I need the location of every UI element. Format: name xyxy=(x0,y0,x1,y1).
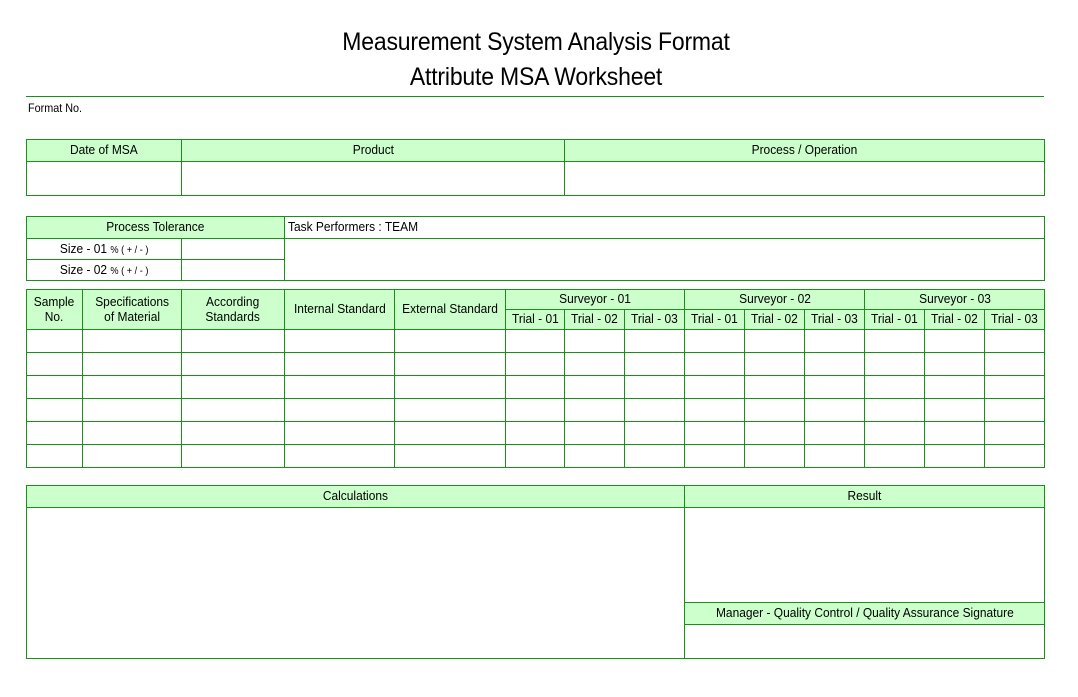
table-cell[interactable] xyxy=(285,353,395,376)
table-cell[interactable] xyxy=(925,353,985,376)
measurement-rows xyxy=(27,330,1045,468)
table-cell[interactable] xyxy=(83,330,182,353)
table-cell[interactable] xyxy=(27,353,83,376)
table-cell[interactable] xyxy=(625,353,685,376)
table-cell[interactable] xyxy=(985,445,1045,468)
title-line-2: Attribute MSA Worksheet xyxy=(409,63,663,91)
table-cell[interactable] xyxy=(625,445,685,468)
table-cell[interactable] xyxy=(985,376,1045,399)
table-cell[interactable] xyxy=(685,422,745,445)
table-cell[interactable] xyxy=(865,445,925,468)
measurement-table xyxy=(26,289,1045,468)
sample-no-header: Sample No. xyxy=(27,290,83,330)
table-cell[interactable] xyxy=(625,330,685,353)
table-cell[interactable] xyxy=(506,399,565,422)
table-cell[interactable] xyxy=(745,422,805,445)
trial-header: Trial - 01 xyxy=(506,310,565,330)
product-header: Product xyxy=(182,140,565,162)
calculations-table xyxy=(26,485,1045,659)
table-cell[interactable] xyxy=(865,353,925,376)
table-cell[interactable] xyxy=(745,376,805,399)
result-field[interactable] xyxy=(685,508,1045,603)
table-cell[interactable] xyxy=(685,445,745,468)
table-cell[interactable] xyxy=(985,422,1045,445)
table-cell[interactable] xyxy=(565,376,625,399)
date-of-msa-header: Date of MSA xyxy=(27,140,182,162)
table-cell[interactable] xyxy=(925,445,985,468)
trial-header: Trial - 02 xyxy=(925,310,985,330)
table-cell[interactable] xyxy=(805,445,865,468)
table-cell[interactable] xyxy=(182,399,285,422)
trial-header: Trial - 02 xyxy=(565,310,625,330)
table-cell[interactable] xyxy=(506,353,565,376)
size-01-label: Size - 01 % ( + / - ) xyxy=(27,239,182,260)
table-cell[interactable] xyxy=(83,399,182,422)
table-cell[interactable] xyxy=(985,353,1045,376)
table-cell[interactable] xyxy=(565,399,625,422)
table-cell[interactable] xyxy=(685,399,745,422)
trial-header: Trial - 03 xyxy=(625,310,685,330)
table-row xyxy=(27,330,1045,353)
table-cell[interactable] xyxy=(285,376,395,399)
table-cell[interactable] xyxy=(83,422,182,445)
table-cell[interactable] xyxy=(985,399,1045,422)
table-cell[interactable] xyxy=(27,445,83,468)
table-cell[interactable] xyxy=(805,422,865,445)
table-cell[interactable] xyxy=(83,353,182,376)
task-performers-field[interactable] xyxy=(285,239,1045,281)
format-no-label: Format No. xyxy=(28,101,83,115)
task-performers-label: Task Performers : TEAM xyxy=(285,217,1045,239)
table-cell[interactable] xyxy=(27,399,83,422)
table-cell[interactable] xyxy=(27,330,83,353)
table-cell[interactable] xyxy=(565,422,625,445)
surveyor-01-header: Surveyor - 01 xyxy=(506,290,685,310)
table-row xyxy=(27,399,1045,422)
table-cell[interactable] xyxy=(745,399,805,422)
size-02-field[interactable] xyxy=(182,260,285,281)
result-header: Result xyxy=(685,486,1045,508)
table-cell[interactable] xyxy=(395,353,506,376)
internal-standard-header: Internal Standard xyxy=(285,290,395,330)
table-row xyxy=(27,353,1045,376)
table-cell[interactable] xyxy=(83,445,182,468)
table-cell[interactable] xyxy=(565,445,625,468)
tolerance-table xyxy=(26,216,1045,281)
table-cell[interactable] xyxy=(865,399,925,422)
table-cell[interactable] xyxy=(805,330,865,353)
table-cell[interactable] xyxy=(565,330,625,353)
table-cell[interactable] xyxy=(745,330,805,353)
table-cell[interactable] xyxy=(182,422,285,445)
trial-header: Trial - 03 xyxy=(805,310,865,330)
table-cell[interactable] xyxy=(805,376,865,399)
table-cell[interactable] xyxy=(395,399,506,422)
signature-header: Manager - Quality Control / Quality Assurance Signature xyxy=(685,603,1045,625)
table-cell[interactable] xyxy=(506,445,565,468)
table-cell[interactable] xyxy=(27,422,83,445)
calculations-header: Calculations xyxy=(27,486,685,508)
surveyor-02-header: Surveyor - 02 xyxy=(685,290,865,310)
table-cell[interactable] xyxy=(182,445,285,468)
table-cell[interactable] xyxy=(395,376,506,399)
table-cell[interactable] xyxy=(805,399,865,422)
table-cell[interactable] xyxy=(83,376,182,399)
table-cell[interactable] xyxy=(285,445,395,468)
table-cell[interactable] xyxy=(925,422,985,445)
table-cell[interactable] xyxy=(985,330,1045,353)
table-cell[interactable] xyxy=(285,399,395,422)
table-cell[interactable] xyxy=(395,422,506,445)
table-cell[interactable] xyxy=(182,376,285,399)
surveyor-03-header: Surveyor - 03 xyxy=(865,290,1045,310)
table-cell[interactable] xyxy=(745,445,805,468)
table-cell[interactable] xyxy=(395,445,506,468)
table-row xyxy=(27,422,1045,445)
table-cell[interactable] xyxy=(565,353,625,376)
table-cell[interactable] xyxy=(865,422,925,445)
trial-header: Trial - 03 xyxy=(985,310,1045,330)
info-table xyxy=(26,139,1045,196)
process-operation-field[interactable] xyxy=(565,162,1045,196)
trial-header: Trial - 02 xyxy=(745,310,805,330)
process-operation-header: Process / Operation xyxy=(565,140,1045,162)
table-cell[interactable] xyxy=(925,376,985,399)
table-cell[interactable] xyxy=(182,353,285,376)
table-cell[interactable] xyxy=(925,399,985,422)
signature-field[interactable] xyxy=(685,625,1045,659)
calculations-field[interactable] xyxy=(27,508,685,659)
according-standards-header: According Standards xyxy=(182,290,285,330)
title-divider xyxy=(26,96,1044,97)
table-cell[interactable] xyxy=(865,376,925,399)
specifications-header: Specifications of Material xyxy=(83,290,182,330)
trial-header: Trial - 01 xyxy=(865,310,925,330)
external-standard-header: External Standard xyxy=(395,290,506,330)
size-02-label: Size - 02 % ( + / - ) xyxy=(27,260,182,281)
table-row xyxy=(27,445,1045,468)
table-row xyxy=(27,376,1045,399)
table-cell[interactable] xyxy=(395,330,506,353)
table-cell[interactable] xyxy=(925,330,985,353)
table-cell[interactable] xyxy=(625,399,685,422)
table-cell[interactable] xyxy=(805,353,865,376)
table-cell[interactable] xyxy=(506,376,565,399)
table-cell[interactable] xyxy=(625,422,685,445)
table-cell[interactable] xyxy=(182,330,285,353)
table-cell[interactable] xyxy=(285,330,395,353)
product-field[interactable] xyxy=(182,162,565,196)
table-cell[interactable] xyxy=(625,376,685,399)
title-line-1: Measurement System Analysis Format xyxy=(342,28,730,56)
table-cell[interactable] xyxy=(685,330,745,353)
trial-header: Trial - 01 xyxy=(685,310,745,330)
table-cell[interactable] xyxy=(506,422,565,445)
size-01-field[interactable] xyxy=(182,239,285,260)
table-cell[interactable] xyxy=(27,376,83,399)
table-cell[interactable] xyxy=(506,330,565,353)
table-cell[interactable] xyxy=(685,353,745,376)
table-cell[interactable] xyxy=(865,330,925,353)
table-cell[interactable] xyxy=(685,376,745,399)
date-of-msa-field[interactable] xyxy=(27,162,182,196)
table-cell[interactable] xyxy=(285,422,395,445)
process-tolerance-header: Process Tolerance xyxy=(27,217,285,239)
table-cell[interactable] xyxy=(745,353,805,376)
